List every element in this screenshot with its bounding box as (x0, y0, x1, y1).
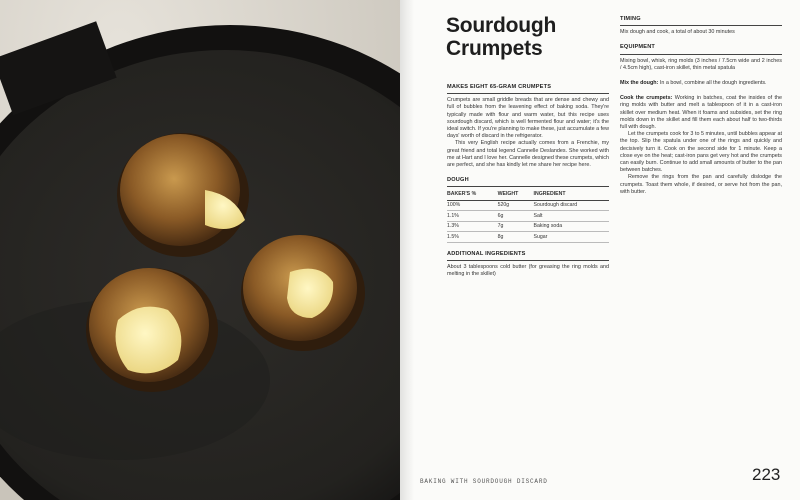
equipment-text: Mixing bowl, whisk, ring molds (3 inches / 7.5cm wide and 2 inches / 4.5cm high), cast-iron skillet, thin metal spatula (620, 57, 782, 71)
dough-table-header (447, 190, 609, 200)
title-line-1: Sourdough (446, 14, 557, 37)
yield-heading: MAKES EIGHT 65-GRAM CRUMPETS (447, 84, 609, 94)
additional-ingredients-heading: ADDITIONAL INGREDIENTS (447, 251, 609, 261)
step-mix-dough (620, 80, 782, 87)
crumpet-top (117, 133, 249, 257)
table-row (447, 211, 609, 221)
bakers-percent-cell: 100% (447, 201, 498, 211)
title-line-2: Crumpets (446, 37, 543, 60)
step-mix-dough-text: In a bowl, combine all the dough ingredients. (658, 80, 767, 87)
bakers-percent-cell: 1.1% (447, 211, 498, 221)
column-header-bakers-percent: BAKER'S % (447, 190, 498, 200)
step-cook-crumpets-paragraph-3: Remove the rings from the pan and carefully dislodge the crumpets. Toast them whole, if desired, or serve hot from the pan, with butter. (620, 174, 782, 195)
crumpet-right (241, 235, 365, 351)
weight-cell: 520g (498, 201, 534, 211)
weight-cell: 7g (498, 221, 534, 231)
timing-text: Mix dough and cook, a total of about 30 minutes (620, 29, 735, 36)
intro-paragraph-1: Crumpets are small griddle breads that are dense and chewy and full of bubbles from the leavening effect of baking soda. They're typically made with flour and warm water, but this recipe uses sourdough discard, which is well fermented flour and water; it's the ideal switch. If you're planning to make these, just accumulate a few days' worth of discard in the refrigerator. (447, 97, 609, 140)
running-head: BAKING WITH SOURDOUGH DISCARD (420, 478, 548, 485)
step-cook-crumpets (620, 95, 782, 131)
step-cook-crumpets-text: Working in batches, coat the insides of the ring molds with butter and melt a tablespoon of it in a cast-iron skillet over medium heat. When it foams and subsides, set the ring molds down in the skillet and fill them each about half to two-thirds full with dough. (620, 95, 782, 131)
ingredient-cell: Sourdough discard (534, 201, 609, 211)
intro-paragraph-2: This very English recipe actually comes from a Frenchie, my great friend and total legend Cannelle Deslandes. She worked with me at Hart and I love her. Cannelle designed these crumpets, which are perfect, and she has kindly let me share her recipe here. (447, 140, 609, 169)
crumpet-left (86, 268, 218, 392)
equipment-heading: EQUIPMENT (620, 44, 782, 54)
column-header-ingredient: INGREDIENT (534, 190, 609, 200)
butter-pat (116, 307, 182, 374)
left-text-column (447, 84, 609, 278)
weight-cell: 6g (498, 211, 534, 221)
table-row (447, 201, 609, 211)
bakers-percent-cell: 1.5% (447, 232, 498, 242)
recipe-title (446, 14, 606, 60)
step-cook-crumpets-paragraph-2: Let the crumpets cook for 3 to 5 minutes, until bubbles appear at the top. Slip the spatula under one of the rings and quickly and decisively turn it. Cook on the second side for 1 minute. Keep a close eye on the heat; cast-iron pans get very hot and the crumpets can easily burn. Continue to add small amounts of butter to the pan between batches. (620, 131, 782, 174)
page-number: 223 (752, 465, 781, 484)
ingredient-cell: Baking soda (534, 221, 609, 231)
timing-heading: TIMING (620, 16, 782, 26)
dough-table (447, 190, 609, 242)
ingredient-cell: Salt (534, 211, 609, 221)
table-row (447, 221, 609, 231)
additional-ingredients-text: About 3 tablespoons cold butter (for greasing the ring molds and melting in the skillet) (447, 263, 609, 277)
step-cook-crumpets-lead: Cook the crumpets: (620, 95, 673, 102)
step-mix-dough-lead: Mix the dough: (620, 80, 659, 87)
table-row (447, 232, 609, 242)
weight-cell: 8g (498, 232, 534, 242)
bakers-percent-cell: 1.3% (447, 221, 498, 231)
right-text-column (620, 16, 782, 196)
dough-heading: DOUGH (447, 177, 609, 187)
ingredient-cell: Sugar (534, 232, 609, 242)
column-header-weight: WEIGHT (498, 190, 534, 200)
